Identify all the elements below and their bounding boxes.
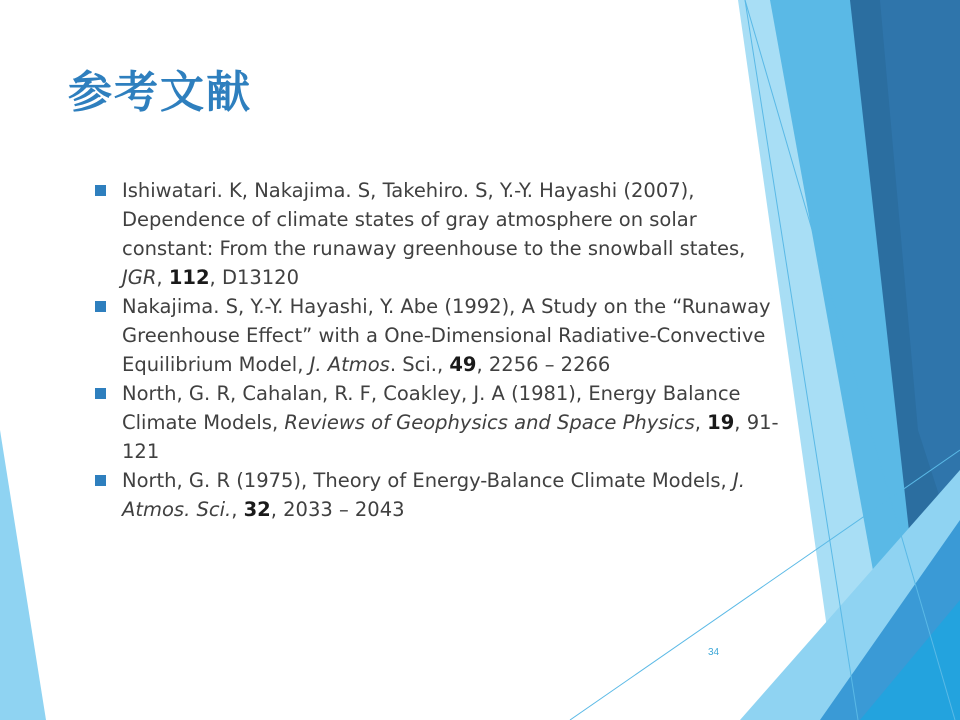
journal-name: J. Atmos. Sci. bbox=[122, 469, 745, 521]
page-number: 34 bbox=[708, 647, 720, 658]
reference-list bbox=[92, 176, 792, 524]
square-bullet-icon bbox=[95, 301, 106, 312]
volume-number: 49 bbox=[449, 353, 477, 376]
pages: , 91-121 bbox=[122, 411, 779, 463]
reference-item bbox=[92, 292, 792, 379]
reference-text: Nakajima. S, Y.-Y. Hayashi, Y. Abe (1992), A Study on the “Runaway Greenhouse Effect” with a One-Dimensional Radiative-Convective Equilibrium Model, bbox=[122, 295, 771, 376]
journal-name: Reviews of Geophysics and Space Physics bbox=[284, 411, 695, 434]
separator: , bbox=[156, 266, 169, 289]
separator: , bbox=[231, 498, 244, 521]
reference-item bbox=[92, 379, 792, 466]
square-bullet-icon bbox=[95, 475, 106, 486]
reference-text: North, G. R, Cahalan, R. F, Coakley, J. A (1981), Energy Balance Climate Models, bbox=[122, 382, 741, 434]
reference-text: Ishiwatari. K, Nakajima. S, Takehiro. S, Y.-Y. Hayashi (2007), Dependence of climate states of gray atmosphere on solar constant: From the runaway greenhouse to the snowball states, bbox=[122, 179, 746, 260]
separator: , bbox=[694, 411, 708, 434]
left-edge-triangle bbox=[0, 430, 46, 720]
journal-name: JGR bbox=[122, 266, 157, 289]
pages: , 2256 – 2266 bbox=[476, 353, 611, 376]
slide-title: 参考文献 bbox=[68, 67, 252, 118]
pages: , 2033 – 2043 bbox=[270, 498, 405, 521]
journal-name: J. Atmos bbox=[309, 353, 390, 376]
separator: . Sci., bbox=[389, 353, 450, 376]
reference-item bbox=[92, 466, 792, 524]
reference-text: North, G. R (1975), Theory of Energy-Balance Climate Models, bbox=[122, 469, 733, 492]
reference-item bbox=[92, 176, 792, 292]
volume-number: 112 bbox=[168, 266, 210, 289]
square-bullet-icon bbox=[95, 388, 106, 399]
volume-number: 32 bbox=[243, 498, 271, 521]
pages: , D13120 bbox=[209, 266, 299, 289]
volume-number: 19 bbox=[707, 411, 735, 434]
square-bullet-icon bbox=[95, 185, 106, 196]
